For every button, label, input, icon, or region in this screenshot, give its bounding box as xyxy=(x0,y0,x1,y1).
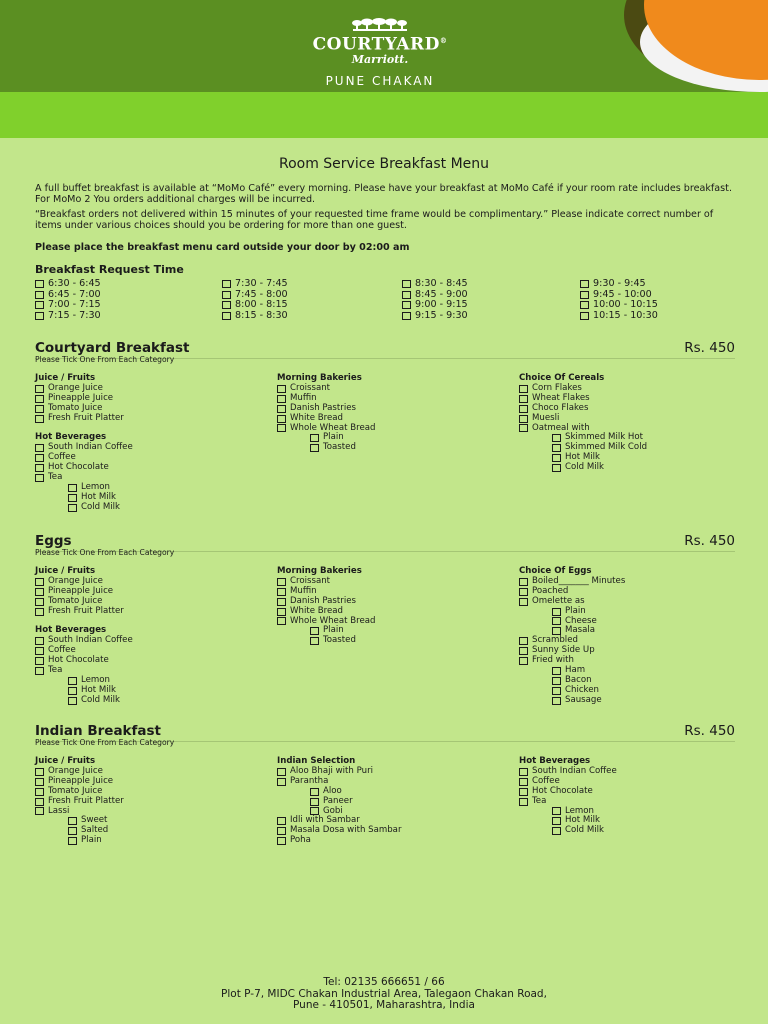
checkbox[interactable] xyxy=(35,788,44,796)
checkbox[interactable] xyxy=(552,807,561,815)
time-slot-option[interactable] xyxy=(402,279,468,290)
option-label: Fried with xyxy=(532,655,574,666)
checkbox[interactable] xyxy=(310,444,319,452)
option-label: Cold Milk xyxy=(81,501,120,512)
option-label: White Bread xyxy=(290,412,343,423)
option-label: Cold Milk xyxy=(565,825,604,836)
time-column xyxy=(580,279,658,321)
section-price: Rs. 450 xyxy=(684,340,735,356)
checkbox[interactable] xyxy=(35,301,44,309)
option-label: Boiled_______ Minutes xyxy=(532,575,626,586)
option-label: Hot Milk xyxy=(81,491,116,502)
checkbox[interactable] xyxy=(310,627,319,635)
menu-column xyxy=(277,567,375,646)
option-label: Danish Pastries xyxy=(290,402,356,413)
time-slot-option[interactable] xyxy=(222,311,288,322)
checkbox[interactable] xyxy=(35,598,44,606)
checkbox[interactable] xyxy=(519,798,528,806)
checkbox[interactable] xyxy=(277,608,286,616)
option-label: Tea xyxy=(48,665,63,676)
checkbox[interactable] xyxy=(519,637,528,645)
category-heading: Hot Beverages xyxy=(35,625,107,636)
menu-sub-option[interactable] xyxy=(277,443,375,453)
header-band xyxy=(0,92,768,138)
checkbox[interactable] xyxy=(519,768,528,776)
checkbox[interactable] xyxy=(68,687,77,695)
time-slot-option[interactable] xyxy=(35,311,101,322)
section-price: Rs. 450 xyxy=(684,533,735,549)
checkbox[interactable] xyxy=(277,385,286,393)
option-label: Sausage xyxy=(565,694,602,705)
checkbox[interactable] xyxy=(35,415,44,423)
checkbox[interactable] xyxy=(277,778,286,786)
time-slot-option[interactable] xyxy=(580,279,658,290)
category-heading: Choice Of Eggs xyxy=(519,566,592,576)
footer-phone: Tel: 02135 666651 / 66 xyxy=(323,976,445,988)
checkbox[interactable] xyxy=(35,405,44,413)
option-label: Sunny Side Up xyxy=(532,645,595,656)
checkbox[interactable] xyxy=(35,578,44,586)
checkbox[interactable] xyxy=(519,385,528,393)
category-heading: Juice / Fruits xyxy=(35,373,96,383)
option-label: Skimmed Milk Cold xyxy=(565,442,648,453)
section-note: Please Tick One From Each Category xyxy=(35,548,175,557)
option-label: Orange Juice xyxy=(48,382,103,393)
option-label: Scrambled xyxy=(532,635,578,646)
section-price: Rs. 450 xyxy=(684,723,735,739)
option-label: Hot Milk xyxy=(565,815,600,826)
option-label: Fresh Fruit Platter xyxy=(48,605,124,616)
checkbox[interactable] xyxy=(277,395,286,403)
checkbox[interactable] xyxy=(519,578,528,586)
option-label: Plain xyxy=(323,432,344,443)
category-heading: Morning Bakeries xyxy=(277,373,362,383)
option-label: Plain xyxy=(565,605,586,616)
checkbox[interactable] xyxy=(35,312,44,320)
hotel-location: PUNE CHAKAN xyxy=(325,73,435,88)
checkbox[interactable] xyxy=(35,647,44,655)
option-label: Lemon xyxy=(565,805,594,816)
option-label: Orange Juice xyxy=(48,575,103,586)
footer-address-line1: Plot P-7, MIDC Chakan Industrial Area, Talegaon Chakan Road, xyxy=(221,987,547,1000)
option-label: Hot Chocolate xyxy=(48,462,109,473)
category-heading: Morning Bakeries xyxy=(277,566,362,576)
option-label: Fresh Fruit Platter xyxy=(48,795,124,806)
option-label: Salted xyxy=(81,825,109,836)
delivery-paragraph: “Breakfast orders not delivered within 15 minutes of your requested time frame would be complimentary.” Please indicate correct number of items under various choices should you be ordering for more than one guest. xyxy=(35,209,714,231)
option-label: Aloo Bhaji with Puri xyxy=(290,765,373,776)
checkbox[interactable] xyxy=(35,474,44,482)
checkbox[interactable] xyxy=(68,817,77,825)
option-label: Toasted xyxy=(323,635,356,646)
time-slot-option[interactable] xyxy=(580,311,658,322)
option-label: Coffee xyxy=(532,775,560,786)
option-label: Orange Juice xyxy=(48,765,103,776)
time-slot-label: 8:30 - 8:45 xyxy=(415,278,468,289)
option-label: Danish Pastries xyxy=(290,595,356,606)
checkbox[interactable] xyxy=(552,667,561,675)
checkbox[interactable] xyxy=(35,667,44,675)
option-label: Parantha xyxy=(290,775,329,786)
checkbox[interactable] xyxy=(68,484,77,492)
option-label: Fresh Fruit Platter xyxy=(48,412,124,423)
option-label: Bacon xyxy=(565,674,592,685)
checkbox[interactable] xyxy=(222,291,231,299)
checkbox[interactable] xyxy=(552,817,561,825)
menu-column xyxy=(277,374,375,453)
time-slot-label: 9:30 - 9:45 xyxy=(593,278,646,289)
option-label: Croissant xyxy=(290,575,331,586)
checkbox[interactable] xyxy=(277,768,286,776)
option-label: Cold Milk xyxy=(565,462,604,473)
checkbox[interactable] xyxy=(519,405,528,413)
option-label: Tea xyxy=(532,795,547,806)
option-label: Tomato Juice xyxy=(48,595,103,606)
checkbox[interactable] xyxy=(277,617,286,625)
checkbox[interactable] xyxy=(519,424,528,432)
checkbox[interactable] xyxy=(310,788,319,796)
time-slot-option[interactable] xyxy=(35,279,101,290)
option-label: Aloo xyxy=(323,785,342,796)
checkbox[interactable] xyxy=(552,444,561,452)
checkbox[interactable] xyxy=(552,677,561,685)
category-heading: Hot Beverages xyxy=(35,432,107,443)
option-label: Cheese xyxy=(565,615,597,626)
option-label: Masala Dosa with Sambar xyxy=(290,825,402,836)
menu-column xyxy=(35,567,133,706)
option-label: White Bread xyxy=(290,605,343,616)
option-label: Lassi xyxy=(48,805,70,816)
checkbox[interactable] xyxy=(222,301,231,309)
option-label: Wheat Flakes xyxy=(532,392,590,403)
header-banner xyxy=(0,0,768,92)
option-label: Whole Wheat Bread xyxy=(290,615,376,626)
menu-sub-option[interactable] xyxy=(35,503,133,513)
menu-column xyxy=(277,757,401,846)
menu-sub-option[interactable] xyxy=(35,826,124,836)
checkbox[interactable] xyxy=(277,415,286,423)
checkbox[interactable] xyxy=(552,434,561,442)
intro-paragraph: A full buffet breakfast is available at “MoMo Café” every morning. Please have your breakfast at MoMo Café if your room rate includes breakfast. For MoMo 2 You orders additional charges will be incurred. xyxy=(35,183,732,205)
checkbox[interactable] xyxy=(519,647,528,655)
menu-column xyxy=(519,567,625,706)
menu-column xyxy=(35,374,133,513)
checkbox[interactable] xyxy=(35,657,44,665)
time-column xyxy=(402,279,468,321)
checkbox[interactable] xyxy=(552,617,561,625)
time-slot-label: 8:45 - 9:00 xyxy=(415,288,468,300)
checkbox[interactable] xyxy=(277,598,286,606)
option-label: Cold Milk xyxy=(81,694,120,705)
checkbox[interactable] xyxy=(35,464,44,472)
option-label: Pineapple Juice xyxy=(48,392,114,403)
checkbox[interactable] xyxy=(277,837,286,845)
option-label: Chicken xyxy=(565,684,599,695)
time-slot-label: 10:15 - 10:30 xyxy=(593,309,658,321)
footer-contact xyxy=(0,977,768,1012)
sub-brand-name: Marriott. xyxy=(351,52,409,66)
option-label: Hot Chocolate xyxy=(532,785,593,796)
section-title: Courtyard Breakfast xyxy=(35,340,190,356)
option-label: Coffee xyxy=(48,645,76,656)
menu-sub-option[interactable] xyxy=(519,826,617,836)
time-slot-option[interactable] xyxy=(222,279,288,290)
option-label: Sweet xyxy=(81,815,108,826)
option-label: Toasted xyxy=(323,442,356,453)
menu-option[interactable] xyxy=(277,836,401,846)
menu-option[interactable] xyxy=(35,414,133,424)
option-label: Coffee xyxy=(48,452,76,463)
option-label: Pineapple Juice xyxy=(48,775,114,786)
option-label: Gobi xyxy=(323,805,343,816)
checkbox[interactable] xyxy=(580,301,589,309)
option-label: Muffin xyxy=(290,392,317,403)
menu-column xyxy=(35,757,124,846)
time-column xyxy=(222,279,288,321)
option-label: Ham xyxy=(565,665,586,676)
checkbox[interactable] xyxy=(35,768,44,776)
time-slot-label: 9:15 - 9:30 xyxy=(415,309,468,321)
checkbox[interactable] xyxy=(35,385,44,393)
menu-option[interactable] xyxy=(35,807,124,817)
option-label: Hot Chocolate xyxy=(48,655,109,666)
checkbox[interactable] xyxy=(277,424,286,432)
section-title: Eggs xyxy=(35,533,72,549)
category-heading: Juice / Fruits xyxy=(35,566,96,576)
option-label: Corn Flakes xyxy=(532,382,582,393)
checkbox[interactable] xyxy=(402,291,411,299)
time-slot-label: 7:00 - 7:15 xyxy=(48,299,101,311)
option-label: Choco Flakes xyxy=(532,402,589,413)
checkbox[interactable] xyxy=(68,697,77,705)
checkbox[interactable] xyxy=(68,494,77,502)
checkbox[interactable] xyxy=(552,608,561,616)
time-slot-label: 9:00 - 9:15 xyxy=(415,299,468,311)
option-label: Lemon xyxy=(81,674,110,685)
checkbox[interactable] xyxy=(519,788,528,796)
option-label: Omelette as xyxy=(532,595,585,606)
checkbox[interactable] xyxy=(580,312,589,320)
footer-address-line2: Pune - 410501, Maharashtra, India xyxy=(293,999,475,1011)
checkbox[interactable] xyxy=(310,434,319,442)
option-label: South Indian Coffee xyxy=(48,442,133,453)
option-label: Hot Milk xyxy=(81,684,116,695)
option-label: Plain xyxy=(323,625,344,636)
checkbox[interactable] xyxy=(402,312,411,320)
option-label: Whole Wheat Bread xyxy=(290,422,376,433)
checkbox[interactable] xyxy=(222,312,231,320)
checkbox[interactable] xyxy=(277,405,286,413)
tree-logo-icon xyxy=(351,18,409,32)
checkbox[interactable] xyxy=(552,454,561,462)
checkbox[interactable] xyxy=(35,588,44,596)
menu-sub-option[interactable] xyxy=(35,836,124,846)
time-slot-label: 10:00 - 10:15 xyxy=(593,299,658,311)
checkbox[interactable] xyxy=(552,464,561,472)
time-slot-label: 8:00 - 8:15 xyxy=(235,299,288,311)
courtyard-marriott-logo xyxy=(280,18,480,88)
checkbox[interactable] xyxy=(277,588,286,596)
checkbox[interactable] xyxy=(519,415,528,423)
checkbox[interactable] xyxy=(552,687,561,695)
checkbox[interactable] xyxy=(35,608,44,616)
checkbox[interactable] xyxy=(68,837,77,845)
checkbox[interactable] xyxy=(552,827,561,835)
option-label: Hot Milk xyxy=(565,452,600,463)
option-label: Pineapple Juice xyxy=(48,585,114,596)
checkbox[interactable] xyxy=(310,637,319,645)
option-label: Skimmed Milk Hot xyxy=(565,432,644,443)
option-label: Masala xyxy=(565,625,596,636)
checkbox[interactable] xyxy=(68,504,77,512)
checkbox[interactable] xyxy=(552,697,561,705)
brand-name: COURTYARD® xyxy=(312,34,448,55)
checkbox[interactable] xyxy=(580,291,589,299)
time-slot-option[interactable] xyxy=(402,311,468,322)
option-label: Muffin xyxy=(290,585,317,596)
checkbox[interactable] xyxy=(35,807,44,815)
checkbox[interactable] xyxy=(277,817,286,825)
section-note: Please Tick One From Each Category xyxy=(35,355,175,364)
time-slot-label: 7:45 - 8:00 xyxy=(235,288,288,300)
time-column xyxy=(35,279,101,321)
option-label: Croissant xyxy=(290,382,331,393)
checkbox[interactable] xyxy=(35,280,44,288)
checkbox[interactable] xyxy=(519,778,528,786)
time-slot-label: 7:15 - 7:30 xyxy=(48,309,101,321)
checkbox[interactable] xyxy=(35,395,44,403)
category-heading: Indian Selection xyxy=(277,756,356,766)
category-heading: Hot Beverages xyxy=(519,756,591,766)
option-label: Idli with Sambar xyxy=(290,815,360,826)
time-slot-label: 9:45 - 10:00 xyxy=(593,288,652,300)
checkbox[interactable] xyxy=(35,444,44,452)
option-label: Oatmeal with xyxy=(532,422,590,433)
option-label: Tomato Juice xyxy=(48,785,103,796)
checkbox[interactable] xyxy=(35,454,44,462)
menu-sub-option[interactable] xyxy=(519,696,625,706)
checkbox[interactable] xyxy=(552,627,561,635)
menu-column xyxy=(519,374,647,473)
option-label: Tomato Juice xyxy=(48,402,103,413)
option-label: Poha xyxy=(290,835,311,846)
checkbox[interactable] xyxy=(519,657,528,665)
checkbox[interactable] xyxy=(310,798,319,806)
request-time-label: Breakfast Request Time xyxy=(35,263,184,276)
category-heading: Juice / Fruits xyxy=(35,756,96,766)
menu-sub-option[interactable] xyxy=(277,636,375,646)
option-label: Tea xyxy=(48,472,63,483)
checkbox[interactable] xyxy=(222,280,231,288)
checkbox[interactable] xyxy=(519,395,528,403)
page-title: Room Service Breakfast Menu xyxy=(278,156,490,172)
menu-column xyxy=(519,757,617,836)
checkbox[interactable] xyxy=(35,291,44,299)
category-heading: Choice Of Cereals xyxy=(519,373,605,383)
section-note: Please Tick One From Each Category xyxy=(35,738,175,747)
checkbox[interactable] xyxy=(402,280,411,288)
option-label: Paneer xyxy=(323,795,353,806)
time-slot-label: 6:45 - 7:00 xyxy=(48,288,101,300)
checkbox[interactable] xyxy=(580,280,589,288)
menu-sub-option[interactable] xyxy=(519,463,647,473)
time-slot-label: 6:30 - 6:45 xyxy=(48,278,101,289)
checkbox[interactable] xyxy=(310,807,319,815)
menu-sub-option[interactable] xyxy=(35,816,124,826)
menu-sub-option[interactable] xyxy=(35,696,133,706)
checkbox[interactable] xyxy=(68,677,77,685)
checkbox[interactable] xyxy=(519,598,528,606)
section-title: Indian Breakfast xyxy=(35,723,162,739)
option-label: Plain xyxy=(81,835,102,846)
menu-option[interactable] xyxy=(35,607,133,617)
checkbox[interactable] xyxy=(68,827,77,835)
checkbox[interactable] xyxy=(35,798,44,806)
checkbox[interactable] xyxy=(519,588,528,596)
time-slot-label: 7:30 - 7:45 xyxy=(235,278,288,289)
time-slot-label: 8:15 - 8:30 xyxy=(235,309,288,321)
checkbox[interactable] xyxy=(277,578,286,586)
checkbox[interactable] xyxy=(35,778,44,786)
option-label: South Indian Coffee xyxy=(48,635,133,646)
checkbox[interactable] xyxy=(277,827,286,835)
checkbox[interactable] xyxy=(402,301,411,309)
option-label: Muesli xyxy=(532,412,560,423)
door-instruction: Please place the breakfast menu card outside your door by 02:00 am xyxy=(35,242,410,253)
checkbox[interactable] xyxy=(35,637,44,645)
option-label: Poached xyxy=(532,585,569,596)
option-label: Lemon xyxy=(81,481,110,492)
option-label: South Indian Coffee xyxy=(532,765,617,776)
